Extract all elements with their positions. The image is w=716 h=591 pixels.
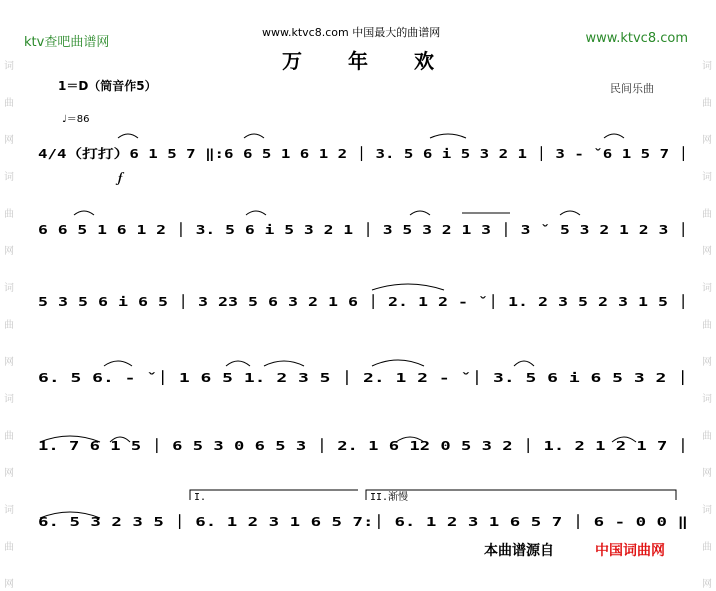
mute-mark: 𝆑: [118, 170, 123, 186]
slur: [118, 134, 138, 138]
slur: [430, 134, 466, 138]
key-signature: 1＝D（筒音作5）: [58, 79, 157, 93]
side-watermark-char: 词: [702, 172, 712, 183]
side-watermark-char: 词: [4, 61, 14, 72]
side-watermark-char: 曲: [4, 98, 14, 109]
side-watermark-char: 词: [4, 283, 14, 294]
slur: [410, 211, 430, 215]
source-label: 本曲谱源自: [484, 543, 554, 559]
volta-1-bracket: [190, 490, 358, 500]
slur: [104, 361, 132, 366]
side-watermark-char: 词: [4, 394, 14, 405]
slur: [372, 284, 444, 290]
watermark-right: www.ktvc8.com: [585, 31, 688, 46]
score-line: 6. 5 3 2 3 5 │ 6. 1 2 3 1 6 5 7:│ 6. 1 2 3 1 6 5 7 │ 6 - 0 0 ‖: [38, 514, 505, 529]
side-watermark-char: 曲: [4, 542, 14, 553]
slur: [226, 361, 250, 366]
side-watermark-char: 词: [4, 505, 14, 516]
side-watermark-char: 曲: [702, 431, 712, 442]
watermark-left: ktv查吧曲谱网: [24, 35, 110, 50]
side-watermark-char: 曲: [4, 431, 14, 442]
side-watermark-char: 词: [702, 394, 712, 405]
side-watermark-char: 网: [4, 579, 14, 590]
side-watermark-char: 网: [4, 357, 14, 368]
side-watermark-char: 网: [4, 246, 14, 257]
genre-label: 民间乐曲: [610, 82, 654, 95]
slur: [372, 360, 424, 366]
side-watermark-char: 词: [702, 283, 712, 294]
slur: [246, 211, 266, 215]
volta-1-label: I.: [194, 492, 207, 503]
slur: [244, 134, 264, 138]
tempo-mark: ♩＝86: [62, 114, 90, 125]
score-line: 6. 5 6. - ˇ│ 1 6 5 1. 2 3 5 │ 2. 1 2 - ˇ│ 3. 5 6 i 6 5 3 2 │: [38, 370, 490, 385]
side-watermark-char: 网: [702, 357, 712, 368]
side-watermark-char: 网: [4, 135, 14, 146]
slur: [74, 211, 94, 215]
side-watermark-char: 词: [4, 172, 14, 183]
side-watermark-char: 网: [4, 468, 14, 479]
song-title: 万年欢: [282, 49, 480, 73]
side-watermark-char: 网: [702, 135, 712, 146]
side-watermark-char: 网: [702, 246, 712, 257]
side-watermark-char: 曲: [4, 209, 14, 220]
side-watermark-char: 网: [702, 468, 712, 479]
score-line: 1. 7 6 1 5 │ 6 5 3 0 6 5 3 │ 2. 1 6 12 0 5 3 2 │ 1. 2 1 2 1 7 │: [38, 438, 513, 453]
side-watermark-char: 曲: [702, 209, 712, 220]
score-line: 4/4（打打）6 1 5 7 ‖:6 6 5 1 6 1 2 │ 3. 5 6 i 5 3 2 1 │ 3 - ˇ6 1 5 7 │: [38, 146, 555, 161]
volta-2-label: II.渐慢: [370, 492, 409, 503]
source-site-link[interactable]: 中国词曲网: [595, 543, 665, 559]
side-watermark-char: 词: [702, 505, 712, 516]
slur: [604, 134, 624, 138]
side-watermark-char: 曲: [4, 320, 14, 331]
side-watermark-char: 曲: [702, 98, 712, 109]
side-watermark-char: 词: [702, 61, 712, 72]
score-line: 5 3 5 6 i 6 5 │ 3 23 5 6 3 2 1 6 │ 2. 1 2 - ˇ│ 1. 2 3 5 2 3 1 5 │: [38, 294, 528, 309]
site-banner: www.ktvc8.com 中国最大的曲谱网: [262, 26, 441, 39]
side-watermark-char: 曲: [702, 542, 712, 553]
slur: [514, 361, 534, 366]
volta-2-bracket: [366, 490, 676, 500]
slur: [264, 361, 304, 366]
slur: [560, 211, 580, 215]
side-watermark-char: 曲: [702, 320, 712, 331]
side-watermark-char: 网: [702, 579, 712, 590]
score-line: 6 6 5 1 6 1 2 │ 3. 5 6 i 5 3 2 1 │ 3 5 3 2 1 3 │ 3 ˇ 5 3 2 1 2 3 │: [38, 222, 535, 237]
